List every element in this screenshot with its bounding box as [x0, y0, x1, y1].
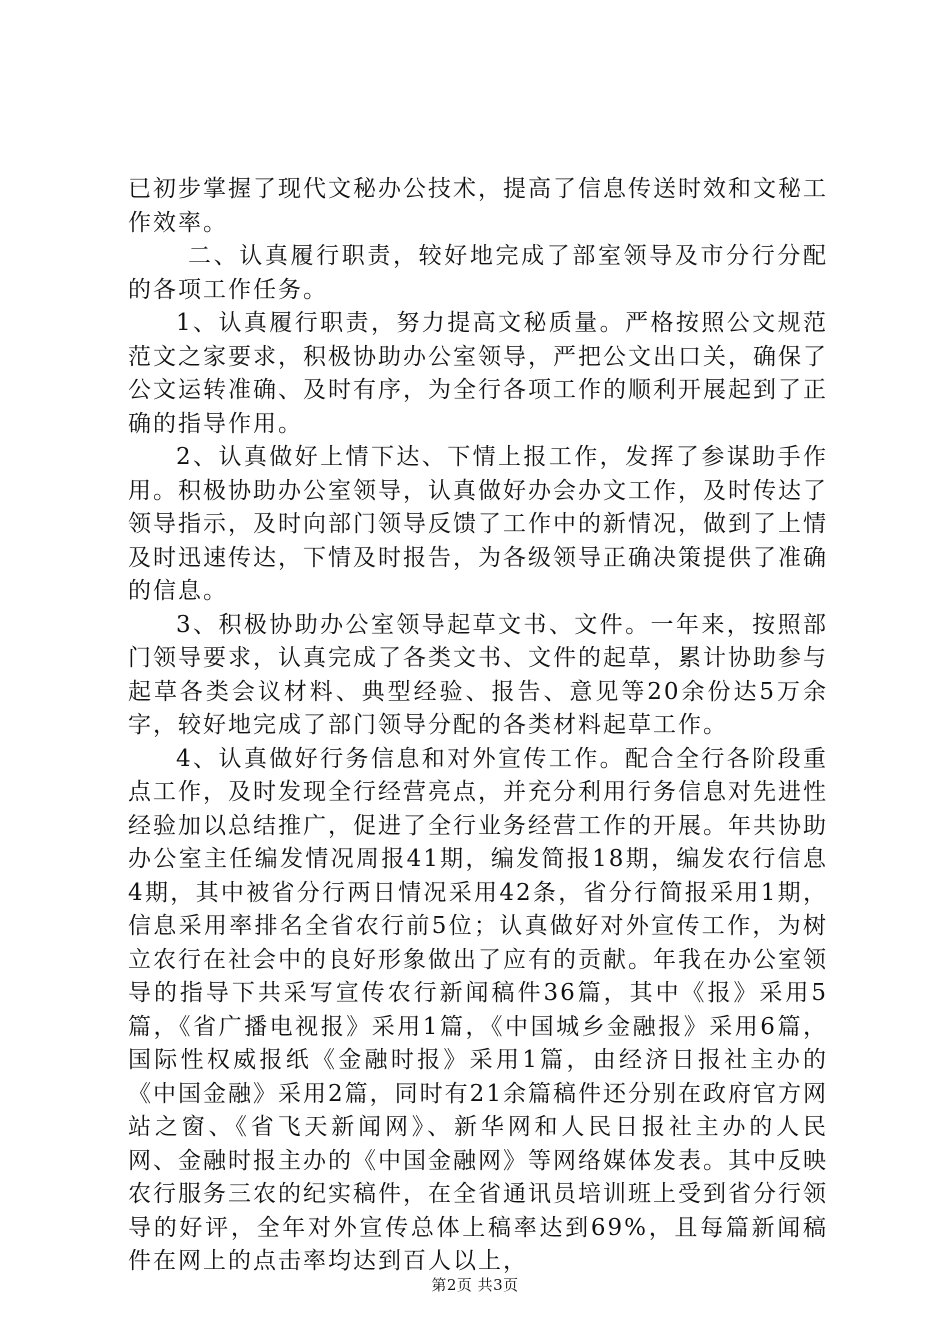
paragraph-continuation: 已初步掌握了现代文秘办公技术，提高了信息传送时效和文秘工作效率。 [128, 176, 828, 236]
document-body [128, 173, 828, 1279]
paragraph-item-3: 3、积极协助办公室领导起草文书、文件。一年来，按照部门领导要求，认真完成了各类文书、文件的起草，累计协助参与起草各类会议材料、典型经验、报告、意见等20余份达5万余字，较好地完成了部门领导分配的各类材料起草工作。 [128, 611, 828, 738]
page-number-footer: 第2页 共3页 [431, 1276, 519, 1294]
paragraph-item-2: 2、认真做好上情下达、下情上报工作，发挥了参谋助手作用。积极协助办公室领导，认真做好办会办文工作，及时传达了领导指示，及时向部门领导反馈了工作中的新情况，做到了上情及时迅速传达，下情及时报告，为各级领导正确决策提供了准确的信息。 [128, 444, 828, 604]
paragraph-item-4: 4、认真做好行务信息和对外宣传工作。配合全行各阶段重点工作，及时发现全行经营亮点，并充分利用行务信息对先进性经验加以总结推广，促进了全行业务经营工作的开展。年共协助办公室主任编发情况周报41期，编发简报18期，编发农行信息4期，其中被省分行两日情况采用42条，省分行简报采用1期，信息采用率排名全省农行前5位；认真做好对外宣传工作，为树立农行在社会中的良好形象做出了应有的贡献。年我在办公室领导的指导下共采写宣传农行新闻稿件36篇，其中《报》采用5篇，《省广播电视报》采用1篇，《中国城乡金融报》采用6篇，国际性权威报纸《金融时报》采用1篇，由经济日报社主办的《中国金融》采用2篇，同时有21余篇稿件还分别在政府官方网站之窗、《省飞天新闻网》、新华网和人民日报社主办的人民网、金融时报主办的《中国金融网》等网络媒体发表。其中反映农行服务三农的纪实稿件，在全省通讯员培训班上受到省分行领导的好评，全年对外宣传总体上稿率达到69%，且每篇新闻稿件在网上的点击率均达到百人以上， [128, 745, 828, 1274]
paragraph-section-heading: 二、认真履行职责，较好地完成了部室领导及市分行分配的各项工作任务。 [128, 243, 828, 303]
paragraph-item-1: 1、认真履行职责，努力提高文秘质量。严格按照公文规范范文之家要求，积极协助办公室领导，严把公文出口关，确保了公文运转准确、及时有序，为全行各项工作的顺利开展起到了正确的指导作用。 [128, 310, 828, 437]
